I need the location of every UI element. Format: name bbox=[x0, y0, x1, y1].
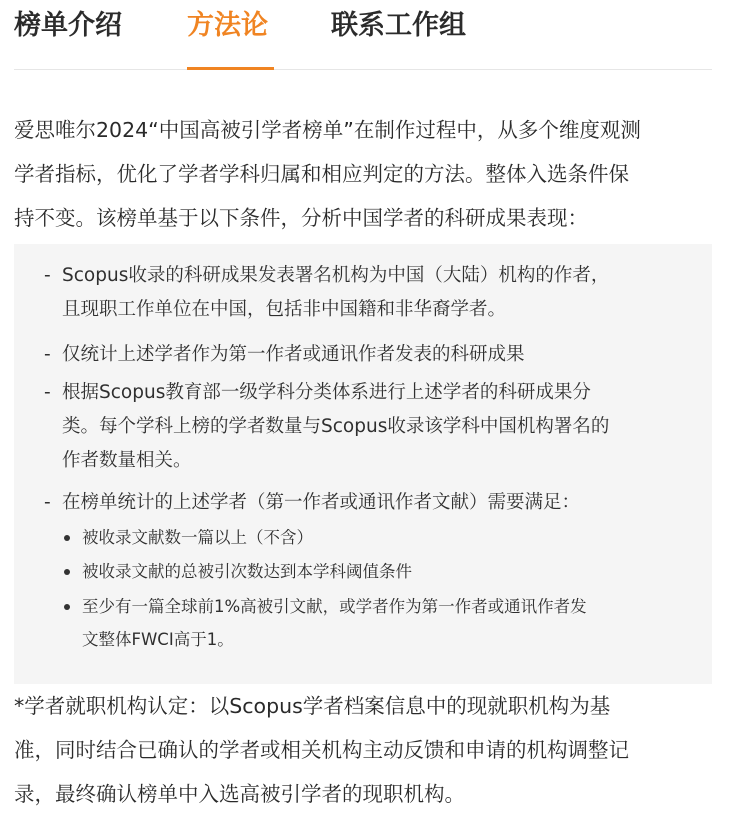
criteria-line: Scopus收录的科研成果发表署名机构为中国（大陆）机构的作者， bbox=[62, 265, 610, 286]
intro-line: 爱思唯尔2024“中国高被引学者榜单”在制作过程中，从多个维度观测 bbox=[14, 118, 641, 142]
sub-criteria-line: 被收录文献数一篇以上（不含） bbox=[82, 528, 313, 547]
dash-marker: - bbox=[44, 265, 51, 286]
dash-marker: - bbox=[44, 492, 51, 513]
criteria-line: 仅统计上述学者作为第一作者或通讯作者发表的科研成果 bbox=[62, 344, 525, 365]
note-line: 录，最终确认榜单中入选高被引学者的现职机构。 bbox=[14, 782, 465, 806]
sub-criteria-line: 被收录文献的总被引次数达到本学科阈值条件 bbox=[82, 562, 412, 581]
active-tab-indicator bbox=[187, 67, 274, 70]
tab-bar bbox=[0, 0, 730, 70]
dash-marker: - bbox=[44, 344, 51, 365]
criteria-line: 根据Scopus教育部一级学科分类体系进行上述学者的科研成果分 bbox=[62, 382, 591, 403]
sub-criteria-line: 至少有一篇全球前1%高被引文献，或学者作为第一作者或通讯作者发 bbox=[82, 597, 587, 616]
criteria-line: 类。每个学科上榜的学者数量与Scopus收录该学科中国机构署名的 bbox=[62, 416, 610, 437]
bullet-icon bbox=[64, 535, 70, 541]
dash-marker: - bbox=[44, 382, 51, 403]
note-line: *学者就职机构认定：以Scopus学者档案信息中的现就职机构为基 bbox=[14, 694, 611, 718]
tab-contact-team[interactable]: 联系工作组 bbox=[331, 10, 466, 41]
tab-divider bbox=[14, 69, 712, 70]
bullet-icon bbox=[64, 569, 70, 575]
criteria-line: 在榜单统计的上述学者（第一作者或通讯作者文献）需要满足： bbox=[62, 492, 581, 513]
intro-paragraph bbox=[14, 108, 714, 240]
tab-ranking-intro[interactable]: 榜单介绍 bbox=[14, 10, 122, 41]
bullet-icon bbox=[64, 604, 70, 610]
criteria-line: 作者数量相关。 bbox=[62, 450, 192, 471]
intro-line: 持不变。该榜单基于以下条件，分析中国学者的科研成果表现： bbox=[14, 206, 588, 230]
intro-line: 学者指标，优化了学者学科归属和相应判定的方法。整体入选条件保 bbox=[14, 162, 629, 186]
note-line: 准，同时结合已确认的学者或相关机构主动反馈和申请的机构调整记 bbox=[14, 738, 629, 762]
criteria-line: 且现职工作单位在中国，包括非中国籍和非华裔学者。 bbox=[62, 299, 507, 320]
institution-note bbox=[14, 684, 714, 816]
sub-criteria-line: 文整体FWCI高于1。 bbox=[82, 630, 234, 649]
tab-methodology[interactable]: 方法论 bbox=[187, 10, 268, 41]
